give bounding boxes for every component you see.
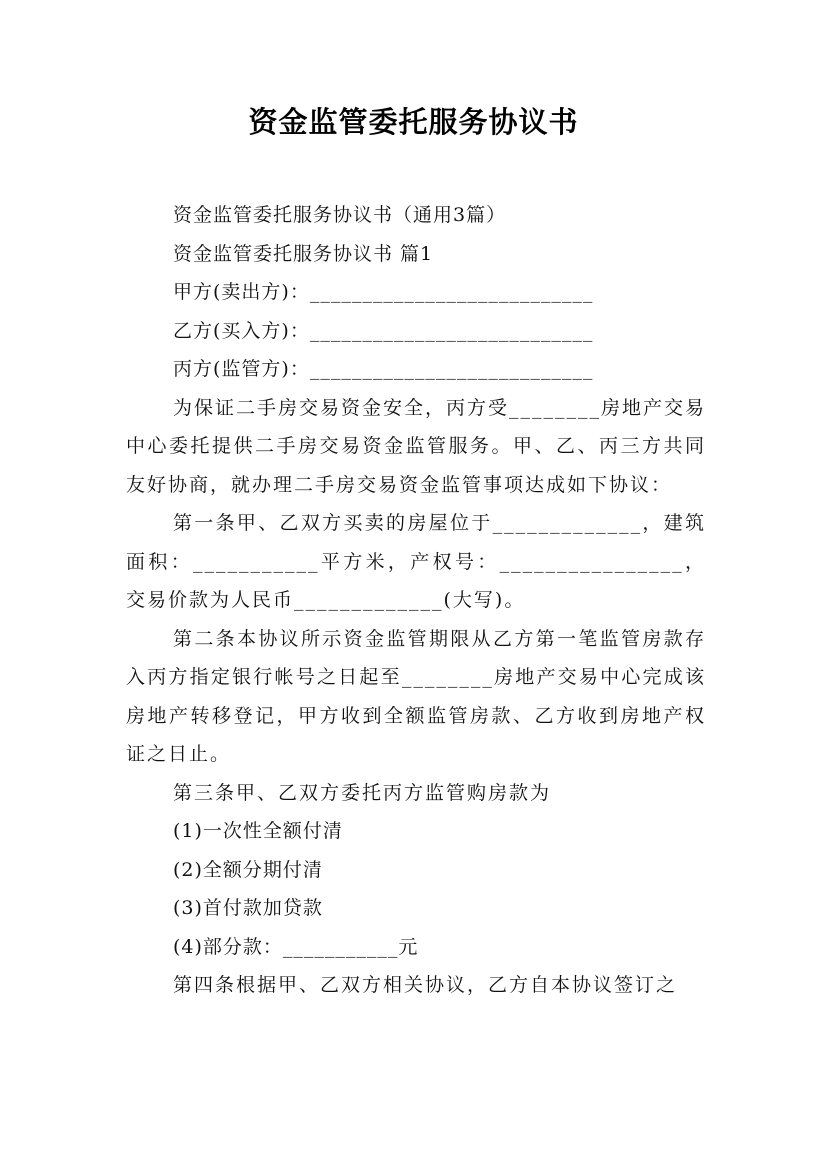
intro-paragraph: 为保证二手房交易资金安全，丙方受________房地产交易中心委托提供二手房交易资金监管服务。甲、乙、丙三方共同友好协商，就办理二手房交易资金监管事项达成如下协议： (126, 396, 707, 496)
party-a-line: 甲方(卖出方)：___________________________ (173, 281, 594, 303)
article-1-paragraph: 第一条甲、乙双方买卖的房屋位于_____________，建筑面积：___________平方米，产权号：________________，交易价款为人民币_____________(大写)。 (126, 512, 706, 611)
payment-option-4: (4)部分款：___________元 (173, 935, 419, 958)
subtitle-line: 资金监管委托服务协议书（通用3篇） (173, 204, 507, 226)
payment-option-3: (3)首付款加贷款 (173, 897, 323, 919)
section-heading: 资金监管委托服务协议书 篇1 (173, 242, 434, 265)
article-2-paragraph: 第二条本协议所示资金监管期限从乙方第一笔监管房款存入丙方指定银行帐号之日起至________房地产交易中心完成该房地产转移登记，甲方收到全额监管房款、乙方收到房地产权证之日止。 (126, 627, 706, 765)
article-4-paragraph: 第四条根据甲、乙双方相关协议，乙方自本协议签订之 (173, 974, 678, 996)
payment-option-1: (1)一次性全额付清 (173, 820, 343, 842)
document-body (126, 196, 706, 1005)
party-c-line: 丙方(监管方)：___________________________ (173, 358, 594, 380)
payment-option-2: (2)全额分期付清 (173, 858, 323, 881)
article-3-paragraph: 第三条甲、乙双方委托丙方监管购房款为 (173, 781, 552, 804)
party-b-line: 乙方(买入方)：___________________________ (173, 319, 594, 342)
document-title: 资金监管委托服务协议书 (248, 105, 579, 139)
